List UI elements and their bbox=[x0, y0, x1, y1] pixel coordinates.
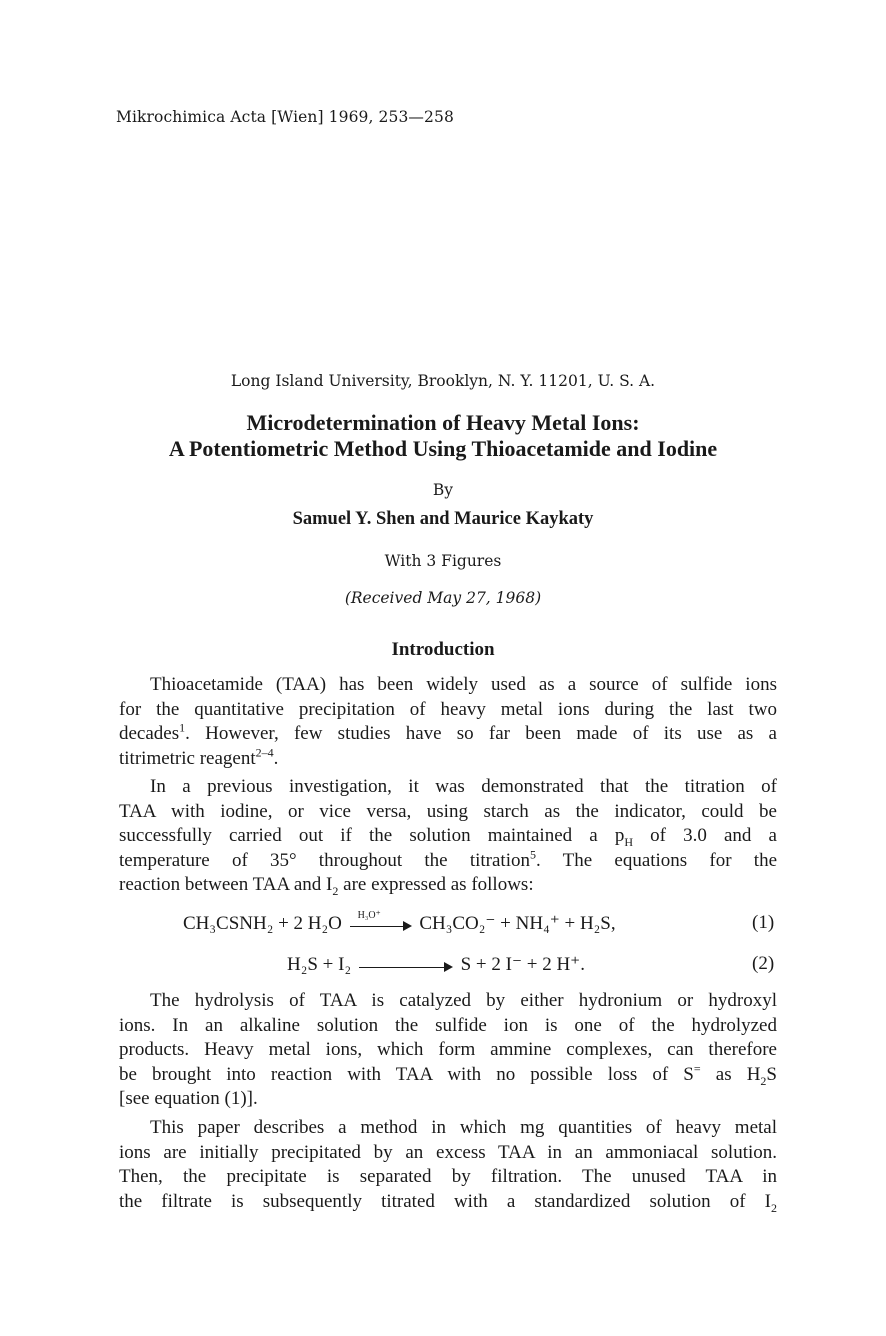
reaction-arrow-icon bbox=[350, 909, 412, 935]
paragraph-3 bbox=[119, 989, 777, 1112]
title-line-2: A Potentiometric Method Using Thioacetamide and Iodine bbox=[168, 436, 718, 461]
paragraph-line: In a previous investigation, it was demonstrated that the titration of bbox=[150, 776, 777, 797]
equation-1-reactants: CH₃CSNH₂ + 2 H₂O bbox=[183, 913, 342, 934]
text-run: titrimetric reagent bbox=[119, 747, 256, 769]
title-line-1: Microdetermination of Heavy Metal Ions: bbox=[246, 410, 640, 435]
equation-2-number: (2) bbox=[752, 953, 775, 974]
equation-1 bbox=[183, 909, 616, 935]
journal-citation: Mikrochimica Acta [Wien] 1969, 253—258 bbox=[116, 108, 454, 126]
paragraph-line: Thioacetamide (TAA) has been widely used as a source of sulfide ions bbox=[150, 674, 777, 695]
text-run: are expressed as follows: bbox=[338, 874, 534, 895]
paragraph-line bbox=[119, 722, 777, 747]
paragraph-line: for the quantitative precipitation of heavy metal ions during the last two bbox=[119, 698, 777, 720]
paragraph-1 bbox=[119, 673, 777, 771]
paragraph-line bbox=[119, 747, 777, 772]
superscript: = bbox=[693, 1061, 701, 1076]
reaction-arrow-icon bbox=[359, 956, 453, 976]
text-run: S bbox=[766, 1063, 777, 1085]
text-run: as H bbox=[700, 1063, 761, 1085]
paragraph-line: TAA with iodine, or vice versa, using starch as the indicator, could be bbox=[119, 800, 777, 822]
paragraph-line bbox=[119, 824, 777, 849]
text-run: be brought into reaction with TAA with no possible loss of S bbox=[119, 1063, 694, 1085]
equation-2-reactants: H₂S + I₂ bbox=[287, 954, 352, 975]
paragraph-2 bbox=[119, 775, 777, 898]
text-run: . However, few studies have so far been made of its use as a bbox=[185, 723, 777, 744]
paragraph-line: Then, the precipitate is separated by filtration. The unused TAA in bbox=[119, 1166, 777, 1187]
text-run: of 3.0 and a bbox=[633, 825, 777, 846]
subscript: 2 bbox=[760, 1073, 767, 1088]
equation-2-products: S + 2 I⁻ + 2 H⁺. bbox=[460, 954, 585, 975]
paragraph-line bbox=[119, 849, 777, 874]
equation-1-catalyst: H₃O⁺ bbox=[357, 909, 381, 921]
text-run: reaction between TAA and I bbox=[119, 874, 333, 895]
text-run: successfully carried out if the solution maintained a p bbox=[119, 825, 625, 846]
equation-2 bbox=[287, 953, 585, 976]
paragraph-line: [see equation (1)]. bbox=[119, 1088, 258, 1109]
text-run: the filtrate is subsequently titrated with a standardized solution of I bbox=[119, 1190, 771, 1212]
paragraph-line bbox=[119, 1190, 777, 1215]
reference-marker: 1 bbox=[179, 720, 186, 735]
reference-marker: 2–4 bbox=[255, 745, 274, 760]
paragraph-line: ions are initially precipitated by an excess TAA in an ammoniacal solution. bbox=[119, 1141, 777, 1163]
text-run: . The equations for the bbox=[536, 849, 777, 871]
subscript: H bbox=[624, 834, 634, 849]
figures-note: With 3 Figures bbox=[384, 552, 502, 570]
paragraph-4 bbox=[119, 1116, 777, 1214]
received-date: (Received May 27, 1968) bbox=[344, 589, 542, 607]
paragraph-line: This paper describes a method in which mg quantities of heavy metal bbox=[150, 1117, 777, 1138]
subscript: 2 bbox=[771, 1200, 777, 1215]
text-run: . bbox=[273, 747, 279, 769]
paragraph-line bbox=[119, 873, 777, 898]
authors: Samuel Y. Shen and Maurice Kaykaty bbox=[292, 509, 594, 529]
subscript: 2 bbox=[332, 883, 339, 898]
paragraph-line bbox=[119, 1063, 777, 1088]
by-label: By bbox=[432, 481, 454, 499]
text-run: temperature of 35° throughout the titration bbox=[119, 849, 530, 871]
paragraph-line: ions. In an alkaline solution the sulfide ion is one of the hydrolyzed bbox=[119, 1014, 777, 1036]
equation-1-number: (1) bbox=[752, 912, 775, 933]
section-heading-introduction: Introduction bbox=[391, 639, 495, 660]
text-run: decades bbox=[119, 723, 180, 744]
paragraph-line: The hydrolysis of TAA is catalyzed by either hydronium or hydroxyl bbox=[150, 990, 777, 1011]
equation-1-products: CH₃CO₂⁻ + NH₄⁺ + H₂S, bbox=[419, 913, 616, 934]
paragraph-line: products. Heavy metal ions, which form ammine complexes, can therefore bbox=[119, 1039, 777, 1060]
paper-title bbox=[0, 410, 886, 462]
affiliation: Long Island University, Brooklyn, N. Y. 11201, U. S. A. bbox=[230, 372, 656, 390]
reference-marker: 5 bbox=[530, 847, 536, 862]
